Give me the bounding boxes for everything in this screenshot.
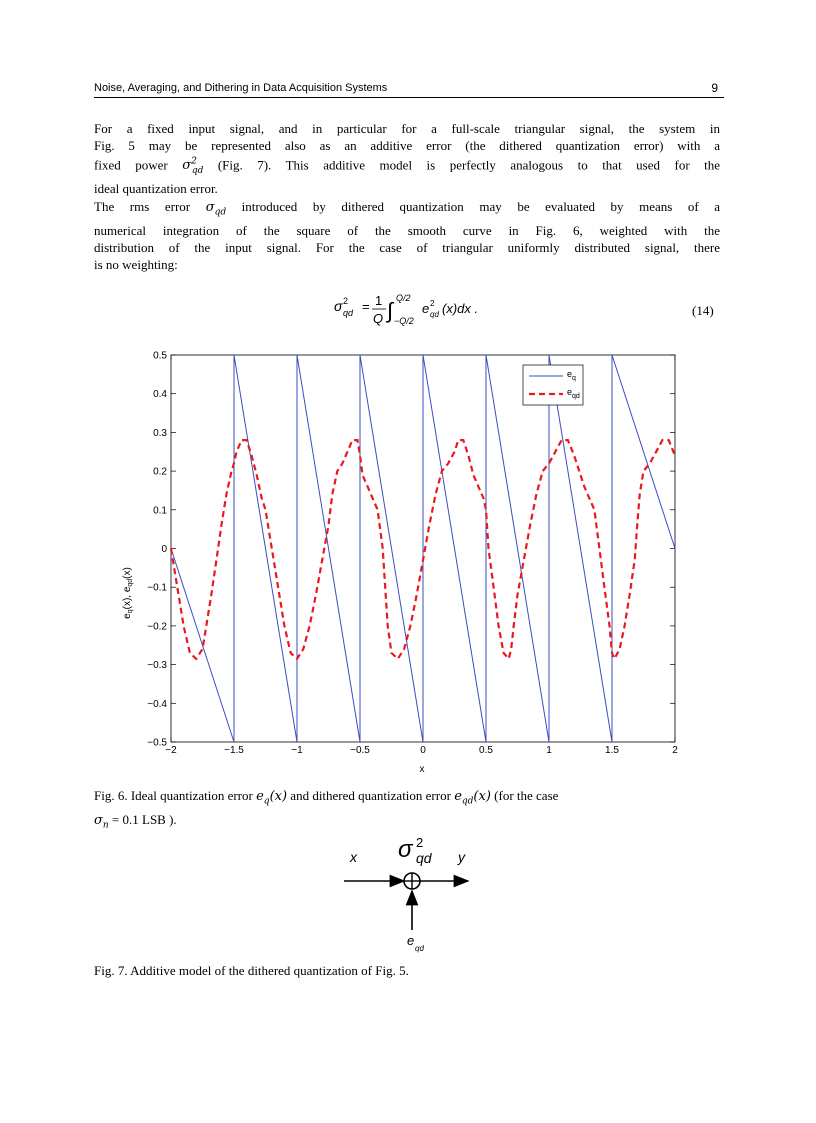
fig7-caption: Fig. 7. Additive model of the dithered quantization of Fig. 5. <box>94 963 409 978</box>
header-rule <box>94 97 724 98</box>
fig6-cap-b: and dithered quantization error <box>290 788 451 803</box>
eq-arg: (x) <box>269 789 288 804</box>
paragraph-1 <box>94 120 720 197</box>
y-tick-label: −0.4 <box>147 698 167 710</box>
x-tick-label: −0.5 <box>350 745 370 756</box>
diagram-output-label: y <box>458 849 465 865</box>
figure-6-chart <box>110 345 710 777</box>
paragraph-2 <box>94 198 720 273</box>
eq-sub: q <box>263 796 270 807</box>
eq-lhs: σ <box>334 298 343 314</box>
running-header <box>94 82 724 96</box>
sigma-sub-2: qd <box>214 207 227 218</box>
diagram-sigma-sup: 2 <box>416 835 424 850</box>
sigma-n-symbol <box>94 812 109 831</box>
p1-line-2: Fig. 5 may be represented also as an additive error (the dithered quantization error) with a <box>94 138 720 153</box>
x-tick-label: −1 <box>291 745 303 756</box>
fig6-cap-d: = 0.1 LSB ). <box>111 811 177 827</box>
y-tick-label: −0.3 <box>147 660 167 672</box>
eqd-sub: qd <box>461 796 474 807</box>
sigma-qd-inline <box>182 157 204 176</box>
header-title: Noise, Averaging, and Dithering in Data Acquisition Systems <box>94 82 388 94</box>
x-tick-label: 1.5 <box>605 745 619 756</box>
eq-integrand: e <box>422 301 430 316</box>
eq-lhs-sup: 2 <box>343 296 349 306</box>
sigma-symbol: σ <box>182 158 192 174</box>
equation-14 <box>330 288 500 332</box>
diagram-sigma: σ <box>398 836 413 863</box>
sigma-n-sub: n <box>102 820 109 831</box>
sigma-sup: 2 <box>191 157 197 167</box>
eqd-sym: e <box>454 789 462 804</box>
eq-symbol <box>256 789 288 807</box>
eq-upper-limit: Q/2 <box>396 293 411 303</box>
eq-equals: = <box>362 299 370 314</box>
diagram-error-symbol: e <box>407 933 415 948</box>
x-tick-label: 0 <box>420 745 426 756</box>
diagram-error-sub: qd <box>415 944 424 953</box>
sigma-sub: qd <box>191 165 204 176</box>
x-tick-label: 2 <box>672 745 678 756</box>
sigma-n-sym: σ <box>94 812 103 828</box>
eq-frac-num: 1 <box>375 293 383 308</box>
p2-line-4: is no weighting: <box>94 256 178 272</box>
y-axis-label <box>122 567 134 619</box>
y-tick-label: 0.4 <box>153 389 167 401</box>
y-tick-label: 0.5 <box>153 350 167 362</box>
fig6-caption-line1 <box>94 787 558 811</box>
y-tick-label: −0.1 <box>147 582 167 594</box>
eq-integral-sign: ∫ <box>387 298 394 323</box>
p1-line-3a: fixed power <box>94 157 168 173</box>
eq-sym: e <box>256 789 264 804</box>
p2-line-1 <box>94 198 720 222</box>
y-tick-label: −0.5 <box>147 737 167 749</box>
x-axis-label: x <box>419 764 425 775</box>
diagram-sigma-sub: qd <box>416 850 432 866</box>
p2-line-1b: introduced by dithered quantization may be evaluated by means of a <box>241 199 721 214</box>
y-tick-label: 0.1 <box>153 505 167 517</box>
x-tick-label: 0.5 <box>479 745 493 756</box>
fig6-cap-a: Fig. 6. Ideal quantization error <box>94 788 253 803</box>
legend-label-e-qd: $e_{qd}$ <box>567 387 580 400</box>
y-tick-label: 0.2 <box>153 466 167 478</box>
eq-integrand-sub: qd <box>430 310 439 319</box>
figure-7-diagram <box>330 825 490 965</box>
x-tick-label: 1 <box>546 745 552 756</box>
x-tick-label: −2 <box>165 745 177 756</box>
diagram-input-label: x <box>350 849 357 865</box>
y-axis-label-text: $e_q(x)$, $e_{qd}(x)$ <box>122 567 134 619</box>
y-tick-label: 0 <box>161 544 167 555</box>
p1-line-1: For a fixed input signal, and in particular for a full-scale triangular signal, the system in <box>94 121 720 136</box>
eq-integrand-sup: 2 <box>430 299 435 308</box>
eq-frac-den: Q <box>373 311 384 326</box>
eqd-symbol <box>454 789 491 807</box>
eq-lhs-sub: qd <box>343 308 354 318</box>
p1-line-3 <box>94 154 720 180</box>
eq-lower-limit: −Q/2 <box>394 316 414 326</box>
p2-line-1a: The rms error <box>94 199 191 214</box>
p1-line-3b: (Fig. 7). This additive model is perfectly analogous to that used for the <box>217 157 721 173</box>
chart-legend <box>523 365 583 405</box>
eqd-arg: (x) <box>473 789 491 804</box>
equation-number: (14) <box>692 303 714 318</box>
x-tick-label: −1.5 <box>224 745 244 756</box>
p2-line-3: distribution of the input signal. For the case of triangular uniformly distributed signal, there <box>94 239 720 255</box>
p2-line-2: numerical integration of the square of the smooth curve in Fig. 6, weighted with the <box>94 222 720 238</box>
p1-line-4: ideal quantization error. <box>94 180 218 196</box>
sigma-symbol-2: σ <box>205 200 215 215</box>
fig6-cap-c: (for the case <box>494 788 559 803</box>
sigma-qd-inline-2 <box>205 200 227 218</box>
y-tick-label: 0.3 <box>153 427 167 439</box>
eq-tail: (x)dx . <box>442 301 479 316</box>
legend-label-e-q: $e_q$ <box>567 369 576 382</box>
page-number: 9 <box>711 81 718 95</box>
y-tick-label: −0.2 <box>147 621 167 633</box>
